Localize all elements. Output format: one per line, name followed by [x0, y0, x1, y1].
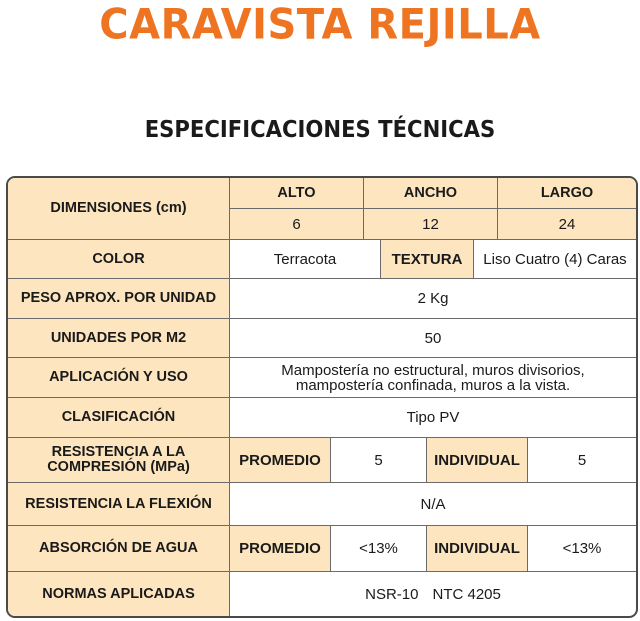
compresion-promedio-value: 5 — [374, 451, 383, 469]
row-compresion — [8, 437, 636, 482]
color-value: Terracota — [273, 250, 337, 268]
row-color — [8, 239, 636, 278]
aplicacion-value — [230, 358, 636, 397]
dimensiones-header — [230, 178, 636, 209]
product-title: CARAVISTA REJILLA — [99, 0, 541, 50]
specs-table — [6, 176, 638, 618]
clasificacion-label: CLASIFICACIÓN — [8, 398, 230, 437]
col-alto: ALTO — [230, 178, 364, 208]
dimensiones-label: DIMENSIONES (cm) — [8, 178, 230, 239]
unidades-value: 50 — [424, 329, 442, 347]
dimensiones-values — [230, 209, 636, 239]
value-alto: 6 — [230, 209, 364, 239]
compresion-individual-value: 5 — [577, 451, 587, 469]
absorcion-promedio-value: <13% — [359, 540, 398, 557]
col-largo: LARGO — [540, 185, 594, 201]
norma-ntc: NTC 4205 — [432, 585, 501, 603]
peso-label: PESO APROX. POR UNIDAD — [8, 279, 230, 318]
aplicacion-label: APLICACIÓN Y USO — [8, 358, 230, 397]
textura-value: Liso Cuatro (4) Caras — [483, 250, 627, 268]
compresion-individual-label: INDIVIDUAL — [426, 438, 528, 482]
specs-heading: ESPECIFICACIONES TÉCNICAS — [144, 117, 496, 143]
compresion-promedio-label: PROMEDIO — [230, 438, 331, 482]
row-unidades — [8, 318, 636, 357]
unidades-label: UNIDADES POR M2 — [8, 319, 230, 357]
value-ancho: 12 — [364, 209, 498, 239]
compresion-label — [8, 438, 230, 482]
row-flexion — [8, 482, 636, 525]
row-absorcion — [8, 525, 636, 571]
row-dimensiones — [8, 178, 636, 239]
absorcion-individual-label: INDIVIDUAL — [426, 526, 528, 571]
peso-value: 2 Kg — [417, 290, 449, 307]
color-label: COLOR — [8, 240, 230, 278]
normas-value — [230, 572, 636, 616]
aplicacion-line-1: Mampostería no estructural, muros divisorios, — [281, 361, 585, 379]
compresion-label-line-2: COMPRESIÓN (MPa) — [47, 459, 190, 475]
dimensiones-grid — [230, 178, 636, 239]
row-aplicacion — [8, 357, 636, 397]
flexion-value: N/A — [420, 495, 446, 513]
row-normas — [8, 571, 636, 616]
absorcion-promedio-label: PROMEDIO — [230, 526, 331, 571]
absorcion-label: ABSORCIÓN DE AGUA — [8, 526, 230, 571]
normas-label: NORMAS APLICADAS — [8, 572, 230, 616]
flexion-label: RESISTENCIA LA FLEXIÓN — [8, 483, 230, 525]
norma-nsr: NSR-10 — [365, 585, 419, 603]
row-clasificacion — [8, 397, 636, 437]
col-ancho: ANCHO — [364, 178, 498, 208]
row-peso — [8, 278, 636, 318]
clasificacion-value: Tipo PV — [406, 409, 460, 426]
value-largo: 24 — [558, 215, 576, 233]
absorcion-individual-value: <13% — [562, 540, 602, 557]
aplicacion-line-2: mampostería confinada, muros a la vista. — [295, 376, 571, 394]
compresion-label-line-1: RESISTENCIA A LA — [51, 444, 186, 460]
textura-label: TEXTURA — [380, 240, 474, 278]
